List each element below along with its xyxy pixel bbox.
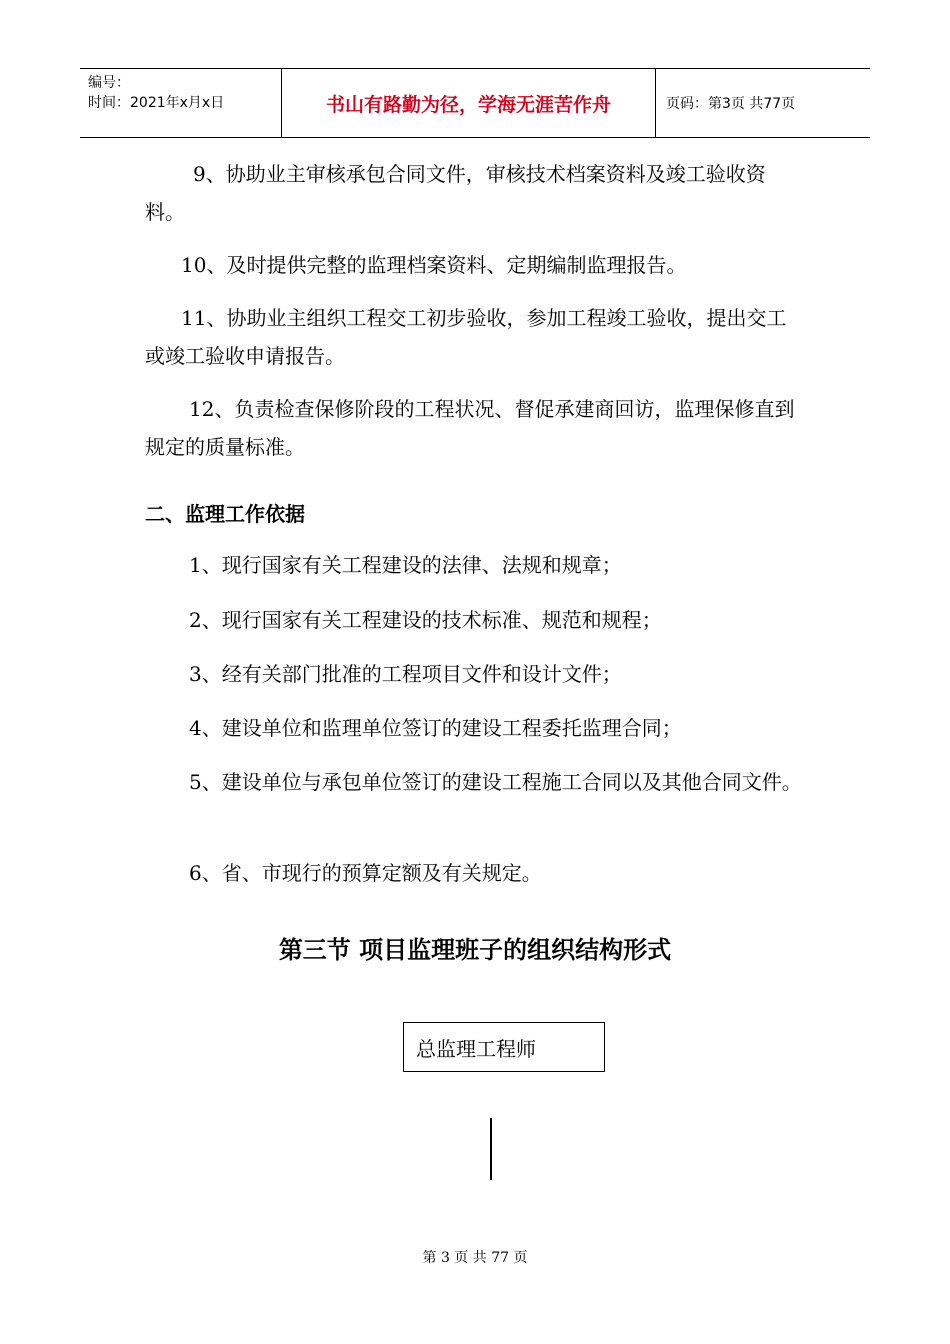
org-chart-chief-label: 总监理工程师 — [416, 1037, 536, 1061]
list-item: 4、建设单位和监理单位签订的建设工程委托监理合同； — [189, 716, 682, 740]
list-item: 2、现行国家有关工程建设的技术标准、规范和规程； — [189, 608, 662, 632]
header-date: 时间：2021年x月x日 — [88, 95, 225, 111]
list-item: 5、建设单位与承包单位签订的建设工程施工合同以及其他合同文件。 — [189, 770, 802, 794]
org-chart-connector — [490, 1118, 492, 1180]
list-item: 11、协助业主组织工程交工初步验收，参加工程竣工验收，提出交工或竣工验收申请报告。 — [145, 306, 787, 368]
list-item: 1、现行国家有关工程建设的法律、法规和规章； — [189, 553, 622, 577]
page-header — [80, 68, 870, 138]
header-motto: 书山有路勤为径，学海无涯苦作舟 — [282, 69, 656, 137]
header-meta — [80, 69, 282, 137]
list-item: 9、协助业主审核承包合同文件，审核技术档案资料及竣工验收资料。 — [145, 162, 766, 224]
header-page-info: 页码：第3页 共77页 — [666, 96, 796, 112]
section-title: 第三节 项目监理班子的组织结构形式 — [278, 936, 672, 964]
list-item: 3、经有关部门批准的工程项目文件和设计文件； — [189, 662, 622, 686]
org-chart-chief-box — [403, 1022, 605, 1072]
list-item: 6、省、市现行的预算定额及有关规定。 — [189, 861, 542, 885]
list-item: 12、负责检查保修阶段的工程状况、督促承建商回访，监理保修直到规定的质量标准。 — [145, 397, 795, 459]
section-heading: 二、监理工作依据 — [145, 502, 305, 526]
page-footer: 第 3 页 共 77 页 — [422, 1250, 528, 1266]
list-item: 10、及时提供完整的监理档案资料、定期编制监理报告。 — [181, 253, 687, 277]
header-number-label: 编号： — [88, 75, 130, 91]
